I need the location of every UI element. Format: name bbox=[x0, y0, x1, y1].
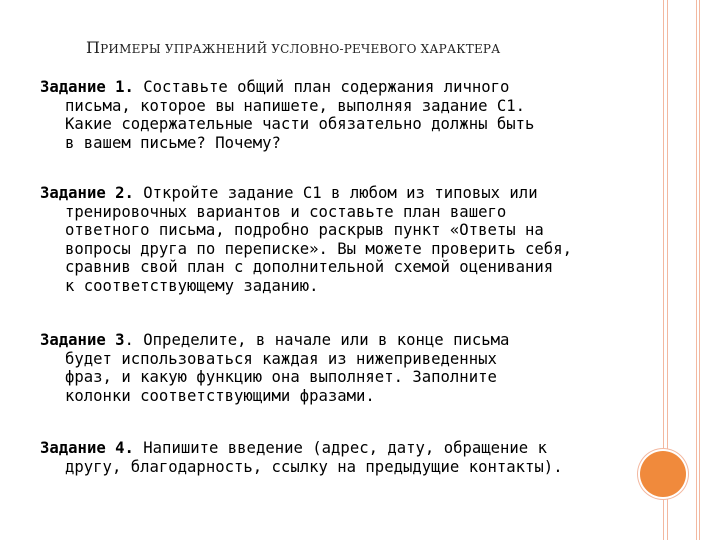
task-2-line-2: тренировочных вариантов и составьте план вашего bbox=[65, 202, 507, 221]
task-3-line-1 bbox=[40, 331, 630, 350]
frame-line-right-outer bbox=[699, 0, 700, 540]
task-1 bbox=[40, 78, 630, 152]
frame-line-right-inner bbox=[696, 0, 697, 540]
task-1-line-3: Какие содержательные части обязательно должны быть bbox=[65, 115, 535, 134]
task-3-text-1: . Определите, в начале или в конце письма bbox=[124, 331, 510, 349]
task-3-label: Задание 3 bbox=[40, 331, 125, 349]
task-4-line-1 bbox=[40, 439, 630, 458]
slide-title bbox=[86, 38, 500, 57]
task-3-line-3: фраз, и какую функцию она выполняет. Заполните bbox=[65, 368, 497, 387]
task-3-line-2: будет использоваться каждая из нижеприведенных bbox=[65, 349, 497, 368]
task-2-text-1: Откройте задание С1 в любом из типовых или bbox=[133, 184, 538, 202]
slide-title-rest: РИМЕРЫ УПРАЖНЕНИЙ УСЛОВНО-РЕЧЕВОГО ХАРАКТЕРА bbox=[100, 42, 501, 56]
task-2-line-5: сравнив свой план с дополнительной схемой оценивания bbox=[65, 258, 554, 277]
task-2 bbox=[40, 184, 630, 296]
task-2-line-6: к соответствующему заданию. bbox=[65, 276, 319, 295]
task-1-line-4: в вашем письме? Почему? bbox=[65, 133, 281, 152]
task-4-text-1: Напишите введение (адрес, дату, обращение к bbox=[133, 439, 547, 457]
task-3 bbox=[40, 331, 630, 405]
task-4 bbox=[40, 439, 630, 476]
task-2-line-3: ответного письма, подробно раскрыв пункт «Ответы на bbox=[65, 221, 544, 240]
task-1-line-2: письма, которое вы напишете, выполняя задание С1. bbox=[65, 96, 526, 115]
task-2-label: Задание 2. bbox=[40, 184, 134, 202]
task-2-line-4: вопросы друга по переписке». Вы можете проверить себя, bbox=[65, 239, 572, 258]
task-3-line-4: колонки соответствующими фразами. bbox=[65, 386, 375, 405]
task-1-line-1 bbox=[40, 78, 630, 97]
task-4-line-2: другу, благодарность, ссылку на предыдущие контакты). bbox=[65, 457, 563, 476]
task-2-line-1 bbox=[40, 184, 630, 203]
slide-title-first-letter: П bbox=[86, 38, 101, 57]
task-1-text-1: Составьте общий план содержания личного bbox=[133, 78, 510, 96]
task-4-label: Задание 4. bbox=[40, 439, 134, 457]
decorative-circle bbox=[640, 451, 686, 497]
task-1-label: Задание 1. bbox=[40, 78, 134, 96]
